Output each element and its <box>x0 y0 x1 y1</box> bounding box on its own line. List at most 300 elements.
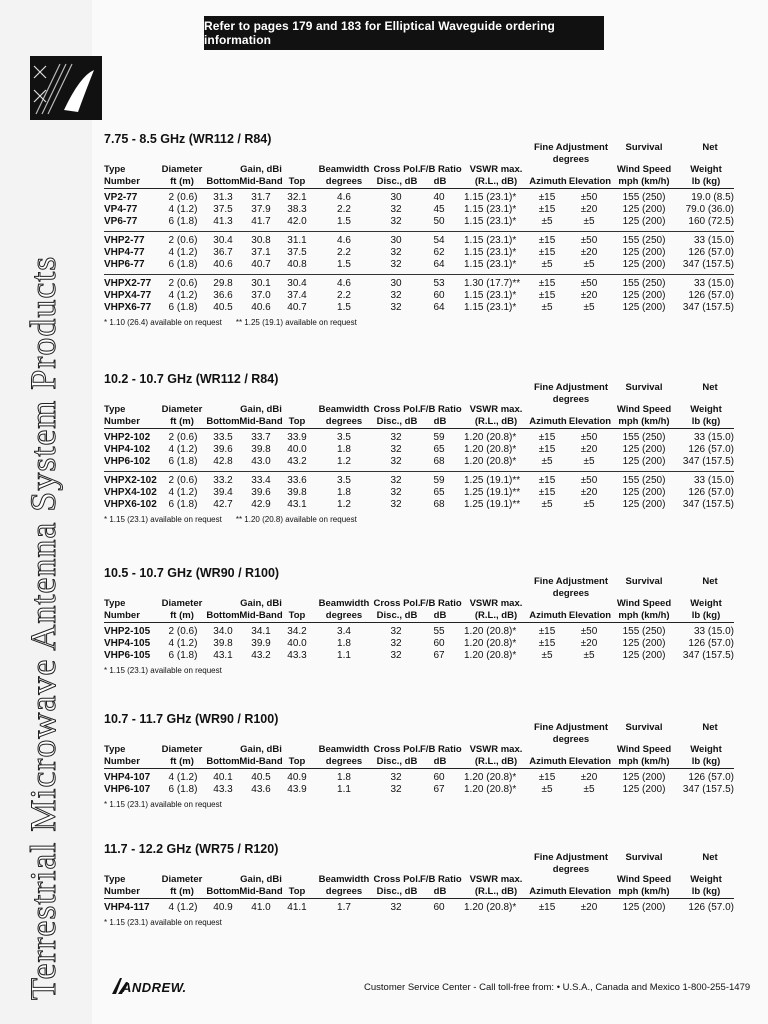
header-cell: Top <box>288 756 306 767</box>
type-number-cell: VHPX6-77 <box>104 302 152 313</box>
wind-speed-cell: 125 (200) <box>622 499 666 510</box>
vswr-cell: 1.20 (20.8)* <box>464 456 517 467</box>
cross-pol-cell: 32 <box>390 499 402 510</box>
wind-speed-cell: 155 (250) <box>622 192 666 203</box>
type-number-cell: VHPX6-102 <box>104 499 157 510</box>
header-cell: Top <box>288 886 306 897</box>
header-cell: Weight lb (kg) <box>690 164 722 187</box>
header-cell: Elevation <box>568 416 612 427</box>
header-cell: VSWR max. (R.L., dB) <box>469 744 523 767</box>
gain-top-cell: 40.7 <box>287 302 307 313</box>
footnote-text: * 1.10 (26.4) available on request <box>104 318 222 327</box>
elevation-cell: ±20 <box>580 638 598 649</box>
diameter-cell: 4 (1.2) <box>168 487 198 498</box>
gain-top-cell: 40.9 <box>287 772 307 783</box>
header-cell: degrees <box>552 734 590 745</box>
header-cell: F/B Ratio dB <box>420 744 462 767</box>
header-cell: Cross Pol. Disc., dB <box>373 874 421 897</box>
table-row <box>104 902 734 914</box>
net-weight-cell: 126 (57.0) <box>688 290 734 301</box>
spec-section <box>104 712 734 809</box>
gain-bottom-cell: 40.9 <box>213 902 233 913</box>
table-header <box>104 576 734 623</box>
header-cell: Top <box>288 610 306 621</box>
gain-bottom-cell: 43.1 <box>213 650 233 661</box>
header-cell: F/B Ratio dB <box>420 164 462 187</box>
beamwidth-cell: 4.6 <box>337 235 351 246</box>
row-group <box>104 769 734 796</box>
azimuth-cell: ±15 <box>538 487 556 498</box>
footnote-text: ** 1.25 (19.1) available on request <box>235 318 357 327</box>
type-number-cell: VHPX4-77 <box>104 290 152 301</box>
beamwidth-cell: 1.2 <box>337 456 351 467</box>
header-cell: Net <box>702 722 718 733</box>
gain-bottom-cell: 30.4 <box>213 235 233 246</box>
gain-midband-cell: 42.9 <box>251 499 271 510</box>
customer-service-text: Customer Service Center - Call toll-free from: • U.S.A., Canada and Mexico 1-800-255-1479 <box>364 982 751 993</box>
table-row <box>104 638 734 650</box>
wind-speed-cell: 125 (200) <box>622 259 666 270</box>
azimuth-cell: ±5 <box>541 302 553 313</box>
azimuth-cell: ±15 <box>538 902 556 913</box>
wind-speed-cell: 125 (200) <box>622 290 666 301</box>
header-cell: Bottom <box>206 416 240 427</box>
elevation-cell: ±20 <box>580 444 598 455</box>
net-weight-cell: 33 (15.0) <box>693 235 734 246</box>
header-cell: VSWR max. (R.L., dB) <box>469 404 523 427</box>
diameter-cell: 6 (1.8) <box>168 650 198 661</box>
spec-section <box>104 566 734 675</box>
section-title: 11.7 - 12.2 GHz (WR75 / R120) <box>104 842 279 856</box>
section-title: 10.2 - 10.7 GHz (WR112 / R84) <box>104 372 279 386</box>
type-number-cell: VP6-77 <box>104 216 138 227</box>
fb-ratio-cell: 64 <box>433 302 445 313</box>
header-cell: Beamwidth degrees <box>318 874 370 897</box>
table-row <box>104 444 734 456</box>
table-row <box>104 772 734 784</box>
table-header <box>104 142 734 189</box>
azimuth-cell: ±15 <box>538 235 556 246</box>
diameter-cell: 2 (0.6) <box>168 432 198 443</box>
gain-midband-cell: 31.7 <box>251 192 271 203</box>
type-number-cell: VHP6-105 <box>104 650 151 661</box>
vswr-cell: 1.20 (20.8)* <box>464 444 517 455</box>
elevation-cell: ±5 <box>583 216 595 227</box>
wind-speed-cell: 125 (200) <box>622 902 666 913</box>
cross-pol-cell: 32 <box>390 772 402 783</box>
diameter-cell: 4 (1.2) <box>168 444 198 455</box>
type-number-cell: VHP2-105 <box>104 626 151 637</box>
vswr-cell: 1.25 (19.1)** <box>464 487 521 498</box>
net-weight-cell: 347 (157.5) <box>682 302 734 313</box>
diameter-cell: 6 (1.8) <box>168 499 198 510</box>
type-number-cell: VHPX2-102 <box>104 475 157 486</box>
gain-bottom-cell: 36.7 <box>213 247 233 258</box>
fb-ratio-cell: 67 <box>433 650 445 661</box>
type-number-cell: VHP4-77 <box>104 247 145 258</box>
header-cell: Weight lb (kg) <box>690 874 722 897</box>
header-cell: Diameter ft (m) <box>161 164 203 187</box>
vswr-cell: 1.20 (20.8)* <box>464 772 517 783</box>
elevation-cell: ±20 <box>580 487 598 498</box>
net-weight-cell: 347 (157.5) <box>682 456 734 467</box>
beamwidth-cell: 1.8 <box>337 772 351 783</box>
header-cell: Net <box>702 852 718 863</box>
gain-bottom-cell: 36.6 <box>213 290 233 301</box>
azimuth-cell: ±15 <box>538 772 556 783</box>
cross-pol-cell: 32 <box>390 247 402 258</box>
net-weight-cell: 347 (157.5) <box>682 650 734 661</box>
header-cell: F/B Ratio dB <box>420 404 462 427</box>
gain-top-cell: 40.0 <box>287 638 307 649</box>
footnote-text: * 1.15 (23.1) available on request <box>104 918 222 927</box>
beamwidth-cell: 3.4 <box>337 626 351 637</box>
diameter-cell: 2 (0.6) <box>168 235 198 246</box>
net-weight-cell: 33 (15.0) <box>693 626 734 637</box>
diameter-cell: 6 (1.8) <box>168 302 198 313</box>
gain-top-cell: 39.8 <box>287 487 307 498</box>
elevation-cell: ±5 <box>583 456 595 467</box>
gain-midband-cell: 43.2 <box>251 650 271 661</box>
header-cell: Wind Speed mph (km/h) <box>616 404 672 427</box>
gain-bottom-cell: 39.8 <box>213 638 233 649</box>
header-cell: Elevation <box>568 756 612 767</box>
gain-top-cell: 31.1 <box>287 235 307 246</box>
elevation-cell: ±20 <box>580 290 598 301</box>
beamwidth-cell: 1.5 <box>337 216 351 227</box>
row-group <box>104 274 734 314</box>
gain-bottom-cell: 43.3 <box>213 784 233 795</box>
cross-pol-cell: 32 <box>390 444 402 455</box>
fb-ratio-cell: 60 <box>433 638 445 649</box>
vswr-cell: 1.15 (23.1)* <box>464 192 517 203</box>
table-row <box>104 487 734 499</box>
net-weight-cell: 347 (157.5) <box>682 259 734 270</box>
net-weight-cell: 33 (15.0) <box>693 432 734 443</box>
net-weight-cell: 126 (57.0) <box>688 902 734 913</box>
diameter-cell: 4 (1.2) <box>168 638 198 649</box>
fb-ratio-cell: 53 <box>433 278 445 289</box>
fb-ratio-cell: 60 <box>433 290 445 301</box>
header-cell: Elevation <box>568 176 612 187</box>
wind-speed-cell: 125 (200) <box>622 204 666 215</box>
header-cell: Wind Speed mph (km/h) <box>616 874 672 897</box>
azimuth-cell: ±5 <box>541 259 553 270</box>
type-number-cell: VHP4-117 <box>104 902 150 913</box>
gain-top-cell: 43.2 <box>287 456 307 467</box>
gain-midband-cell: 30.1 <box>251 278 271 289</box>
section-title: 7.75 - 8.5 GHz (WR112 / R84) <box>104 132 272 146</box>
header-cell: Wind Speed mph (km/h) <box>616 164 672 187</box>
table-row <box>104 499 734 511</box>
type-number-cell: VHP4-105 <box>104 638 151 649</box>
footnote <box>104 666 734 675</box>
header-cell: Weight lb (kg) <box>690 744 722 767</box>
beamwidth-cell: 2.2 <box>337 247 351 258</box>
header-cell: Gain, dBi Mid-Band <box>239 874 283 897</box>
table-row <box>104 650 734 662</box>
wind-speed-cell: 155 (250) <box>622 278 666 289</box>
elevation-cell: ±50 <box>580 278 598 289</box>
header-cell: Bottom <box>206 610 240 621</box>
vswr-cell: 1.20 (20.8)* <box>464 626 517 637</box>
wind-speed-cell: 125 (200) <box>622 772 666 783</box>
type-number-cell: VP4-77 <box>104 204 138 215</box>
gain-bottom-cell: 29.8 <box>213 278 233 289</box>
wind-speed-cell: 155 (250) <box>622 235 666 246</box>
footnote-text: ** 1.20 (20.8) available on request <box>235 515 357 524</box>
gain-top-cell: 41.1 <box>287 902 307 913</box>
header-cell: Azimuth <box>529 416 567 427</box>
header-cell: degrees <box>552 588 590 599</box>
header-cell: Gain, dBi Mid-Band <box>239 744 283 767</box>
header-cell: Beamwidth degrees <box>318 404 370 427</box>
gain-midband-cell: 39.8 <box>251 444 271 455</box>
fb-ratio-cell: 65 <box>433 444 445 455</box>
header-cell: Cross Pol. Disc., dB <box>373 404 421 427</box>
diameter-cell: 4 (1.2) <box>168 247 198 258</box>
table-row <box>104 475 734 487</box>
header-cell: Gain, dBi Mid-Band <box>239 164 283 187</box>
azimuth-cell: ±15 <box>538 432 556 443</box>
spec-section <box>104 842 734 927</box>
net-weight-cell: 33 (15.0) <box>693 278 734 289</box>
gain-top-cell: 37.5 <box>287 247 307 258</box>
type-number-cell: VHP6-102 <box>104 456 151 467</box>
diameter-cell: 2 (0.6) <box>168 192 198 203</box>
wind-speed-cell: 155 (250) <box>622 626 666 637</box>
azimuth-cell: ±15 <box>538 192 556 203</box>
gain-bottom-cell: 31.3 <box>213 192 233 203</box>
gain-midband-cell: 40.5 <box>251 772 271 783</box>
diameter-cell: 4 (1.2) <box>168 772 198 783</box>
row-group <box>104 899 734 914</box>
gain-bottom-cell: 40.1 <box>213 772 233 783</box>
row-group <box>104 231 734 271</box>
azimuth-cell: ±15 <box>538 475 556 486</box>
fb-ratio-cell: 59 <box>433 475 445 486</box>
gain-bottom-cell: 34.0 <box>213 626 233 637</box>
cross-pol-cell: 32 <box>390 216 402 227</box>
vswr-cell: 1.15 (23.1)* <box>464 290 517 301</box>
table-row <box>104 192 734 204</box>
cross-pol-cell: 32 <box>390 626 402 637</box>
gain-bottom-cell: 33.2 <box>213 475 233 486</box>
type-number-cell: VHPX4-102 <box>104 487 157 498</box>
vswr-cell: 1.25 (19.1)** <box>464 499 521 510</box>
header-cell: degrees <box>552 864 590 875</box>
beamwidth-cell: 1.8 <box>337 444 351 455</box>
table-header <box>104 852 734 899</box>
table-row <box>104 290 734 302</box>
vswr-cell: 1.25 (19.1)** <box>464 475 521 486</box>
elevation-cell: ±20 <box>580 772 598 783</box>
net-weight-cell: 160 (72.5) <box>688 216 734 227</box>
diameter-cell: 6 (1.8) <box>168 784 198 795</box>
gain-midband-cell: 40.6 <box>251 302 271 313</box>
net-weight-cell: 33 (15.0) <box>693 475 734 486</box>
beamwidth-cell: 1.8 <box>337 487 351 498</box>
section-title: 10.7 - 11.7 GHz (WR90 / R100) <box>104 712 279 726</box>
row-group <box>104 429 734 468</box>
footer <box>110 976 751 1000</box>
wind-speed-cell: 125 (200) <box>622 784 666 795</box>
gain-top-cell: 37.4 <box>287 290 307 301</box>
fb-ratio-cell: 60 <box>433 902 445 913</box>
table-row <box>104 278 734 290</box>
vswr-cell: 1.20 (20.8)* <box>464 902 517 913</box>
net-weight-cell: 126 (57.0) <box>688 444 734 455</box>
elevation-cell: ±20 <box>580 902 598 913</box>
gain-midband-cell: 33.4 <box>251 475 271 486</box>
header-cell: Survival <box>625 382 663 393</box>
gain-bottom-cell: 40.6 <box>213 259 233 270</box>
elevation-cell: ±20 <box>580 204 598 215</box>
net-weight-cell: 19.0 (8.5) <box>691 192 734 203</box>
fb-ratio-cell: 62 <box>433 247 445 258</box>
spec-section <box>104 372 734 524</box>
azimuth-cell: ±15 <box>538 278 556 289</box>
fb-ratio-cell: 54 <box>433 235 445 246</box>
fb-ratio-cell: 50 <box>433 216 445 227</box>
gain-bottom-cell: 39.6 <box>213 444 233 455</box>
wind-speed-cell: 125 (200) <box>622 216 666 227</box>
net-weight-cell: 79.0 (36.0) <box>685 204 734 215</box>
type-number-cell: VHP2-102 <box>104 432 151 443</box>
header-cell: VSWR max. (R.L., dB) <box>469 874 523 897</box>
gain-midband-cell: 33.7 <box>251 432 271 443</box>
type-number-cell: VHPX2-77 <box>104 278 152 289</box>
type-number-cell: VHP2-77 <box>104 235 145 246</box>
table-row <box>104 259 734 271</box>
beamwidth-cell: 2.2 <box>337 290 351 301</box>
wind-speed-cell: 125 (200) <box>622 444 666 455</box>
cross-pol-cell: 32 <box>390 432 402 443</box>
header-cell: Cross Pol. Disc., dB <box>373 744 421 767</box>
row-group <box>104 623 734 662</box>
header-cell: Net <box>702 576 718 587</box>
header-cell: Fine Adjustment <box>533 722 609 733</box>
elevation-cell: ±50 <box>580 192 598 203</box>
footnote <box>104 318 734 327</box>
header-cell: F/B Ratio dB <box>420 874 462 897</box>
header-cell: F/B Ratio dB <box>420 598 462 621</box>
header-cell: Diameter ft (m) <box>161 874 203 897</box>
header-cell: Top <box>288 176 306 187</box>
beamwidth-cell: 1.5 <box>337 259 351 270</box>
header-cell: degrees <box>552 394 590 405</box>
cross-pol-cell: 32 <box>390 302 402 313</box>
table-row <box>104 456 734 468</box>
diameter-cell: 6 (1.8) <box>168 216 198 227</box>
vswr-cell: 1.15 (23.1)* <box>464 302 517 313</box>
cross-pol-cell: 30 <box>390 192 402 203</box>
fb-ratio-cell: 65 <box>433 487 445 498</box>
vswr-cell: 1.15 (23.1)* <box>464 204 517 215</box>
net-weight-cell: 126 (57.0) <box>688 638 734 649</box>
footnote <box>104 800 734 809</box>
header-cell: Survival <box>625 722 663 733</box>
azimuth-cell: ±15 <box>538 638 556 649</box>
header-cell: Azimuth <box>529 610 567 621</box>
gain-midband-cell: 37.1 <box>251 247 271 258</box>
azimuth-cell: ±5 <box>541 456 553 467</box>
table-row <box>104 216 734 228</box>
fb-ratio-cell: 45 <box>433 204 445 215</box>
type-number-cell: VHP6-77 <box>104 259 145 270</box>
vswr-cell: 1.15 (23.1)* <box>464 235 517 246</box>
elevation-cell: ±5 <box>583 302 595 313</box>
header-cell: Net <box>702 382 718 393</box>
net-weight-cell: 126 (57.0) <box>688 247 734 258</box>
wind-speed-cell: 125 (200) <box>622 456 666 467</box>
header-cell: Weight lb (kg) <box>690 598 722 621</box>
gain-bottom-cell: 40.5 <box>213 302 233 313</box>
cross-pol-cell: 32 <box>390 650 402 661</box>
ordering-banner: Refer to pages 179 and 183 for Elliptical Waveguide ordering information <box>204 16 604 50</box>
beamwidth-cell: 2.2 <box>337 204 351 215</box>
footnote <box>104 515 734 524</box>
fb-ratio-cell: 64 <box>433 259 445 270</box>
header-cell: Cross Pol. Disc., dB <box>373 598 421 621</box>
beamwidth-cell: 3.5 <box>337 475 351 486</box>
elevation-cell: ±5 <box>583 499 595 510</box>
type-number-cell: VHP4-107 <box>104 772 151 783</box>
fb-ratio-cell: 55 <box>433 626 445 637</box>
beamwidth-cell: 1.2 <box>337 499 351 510</box>
header-cell: Gain, dBi Mid-Band <box>239 404 283 427</box>
cross-pol-cell: 32 <box>390 290 402 301</box>
diameter-cell: 2 (0.6) <box>168 626 198 637</box>
header-cell: degrees <box>552 154 590 165</box>
cross-pol-cell: 32 <box>390 456 402 467</box>
header-cell: Azimuth <box>529 886 567 897</box>
gain-bottom-cell: 42.7 <box>213 499 233 510</box>
header-cell: VSWR max. (R.L., dB) <box>469 164 523 187</box>
table-row <box>104 235 734 247</box>
gain-midband-cell: 37.0 <box>251 290 271 301</box>
beamwidth-cell: 1.8 <box>337 638 351 649</box>
azimuth-cell: ±5 <box>541 216 553 227</box>
azimuth-cell: ±15 <box>538 444 556 455</box>
footnote-text: * 1.15 (23.1) available on request <box>104 800 222 809</box>
header-cell: Wind Speed mph (km/h) <box>616 744 672 767</box>
spec-section <box>104 132 734 327</box>
gain-bottom-cell: 37.5 <box>213 204 233 215</box>
cross-pol-cell: 32 <box>390 902 402 913</box>
beamwidth-cell: 1.1 <box>337 650 351 661</box>
header-cell: Beamwidth degrees <box>318 598 370 621</box>
gain-midband-cell: 41.0 <box>251 902 271 913</box>
beamwidth-cell: 4.6 <box>337 278 351 289</box>
azimuth-cell: ±15 <box>538 247 556 258</box>
cross-pol-cell: 30 <box>390 278 402 289</box>
header-cell: Survival <box>625 142 663 153</box>
elevation-cell: ±5 <box>583 650 595 661</box>
elevation-cell: ±50 <box>580 626 598 637</box>
vswr-cell: 1.30 (17.7)** <box>464 278 521 289</box>
fb-ratio-cell: 68 <box>433 456 445 467</box>
header-cell: Diameter ft (m) <box>161 744 203 767</box>
gain-top-cell: 40.0 <box>287 444 307 455</box>
table-row <box>104 204 734 216</box>
table-row <box>104 784 734 796</box>
fb-ratio-cell: 60 <box>433 772 445 783</box>
gain-top-cell: 33.9 <box>287 432 307 443</box>
elevation-cell: ±5 <box>583 259 595 270</box>
cross-pol-cell: 32 <box>390 487 402 498</box>
header-cell: Fine Adjustment <box>533 142 609 153</box>
